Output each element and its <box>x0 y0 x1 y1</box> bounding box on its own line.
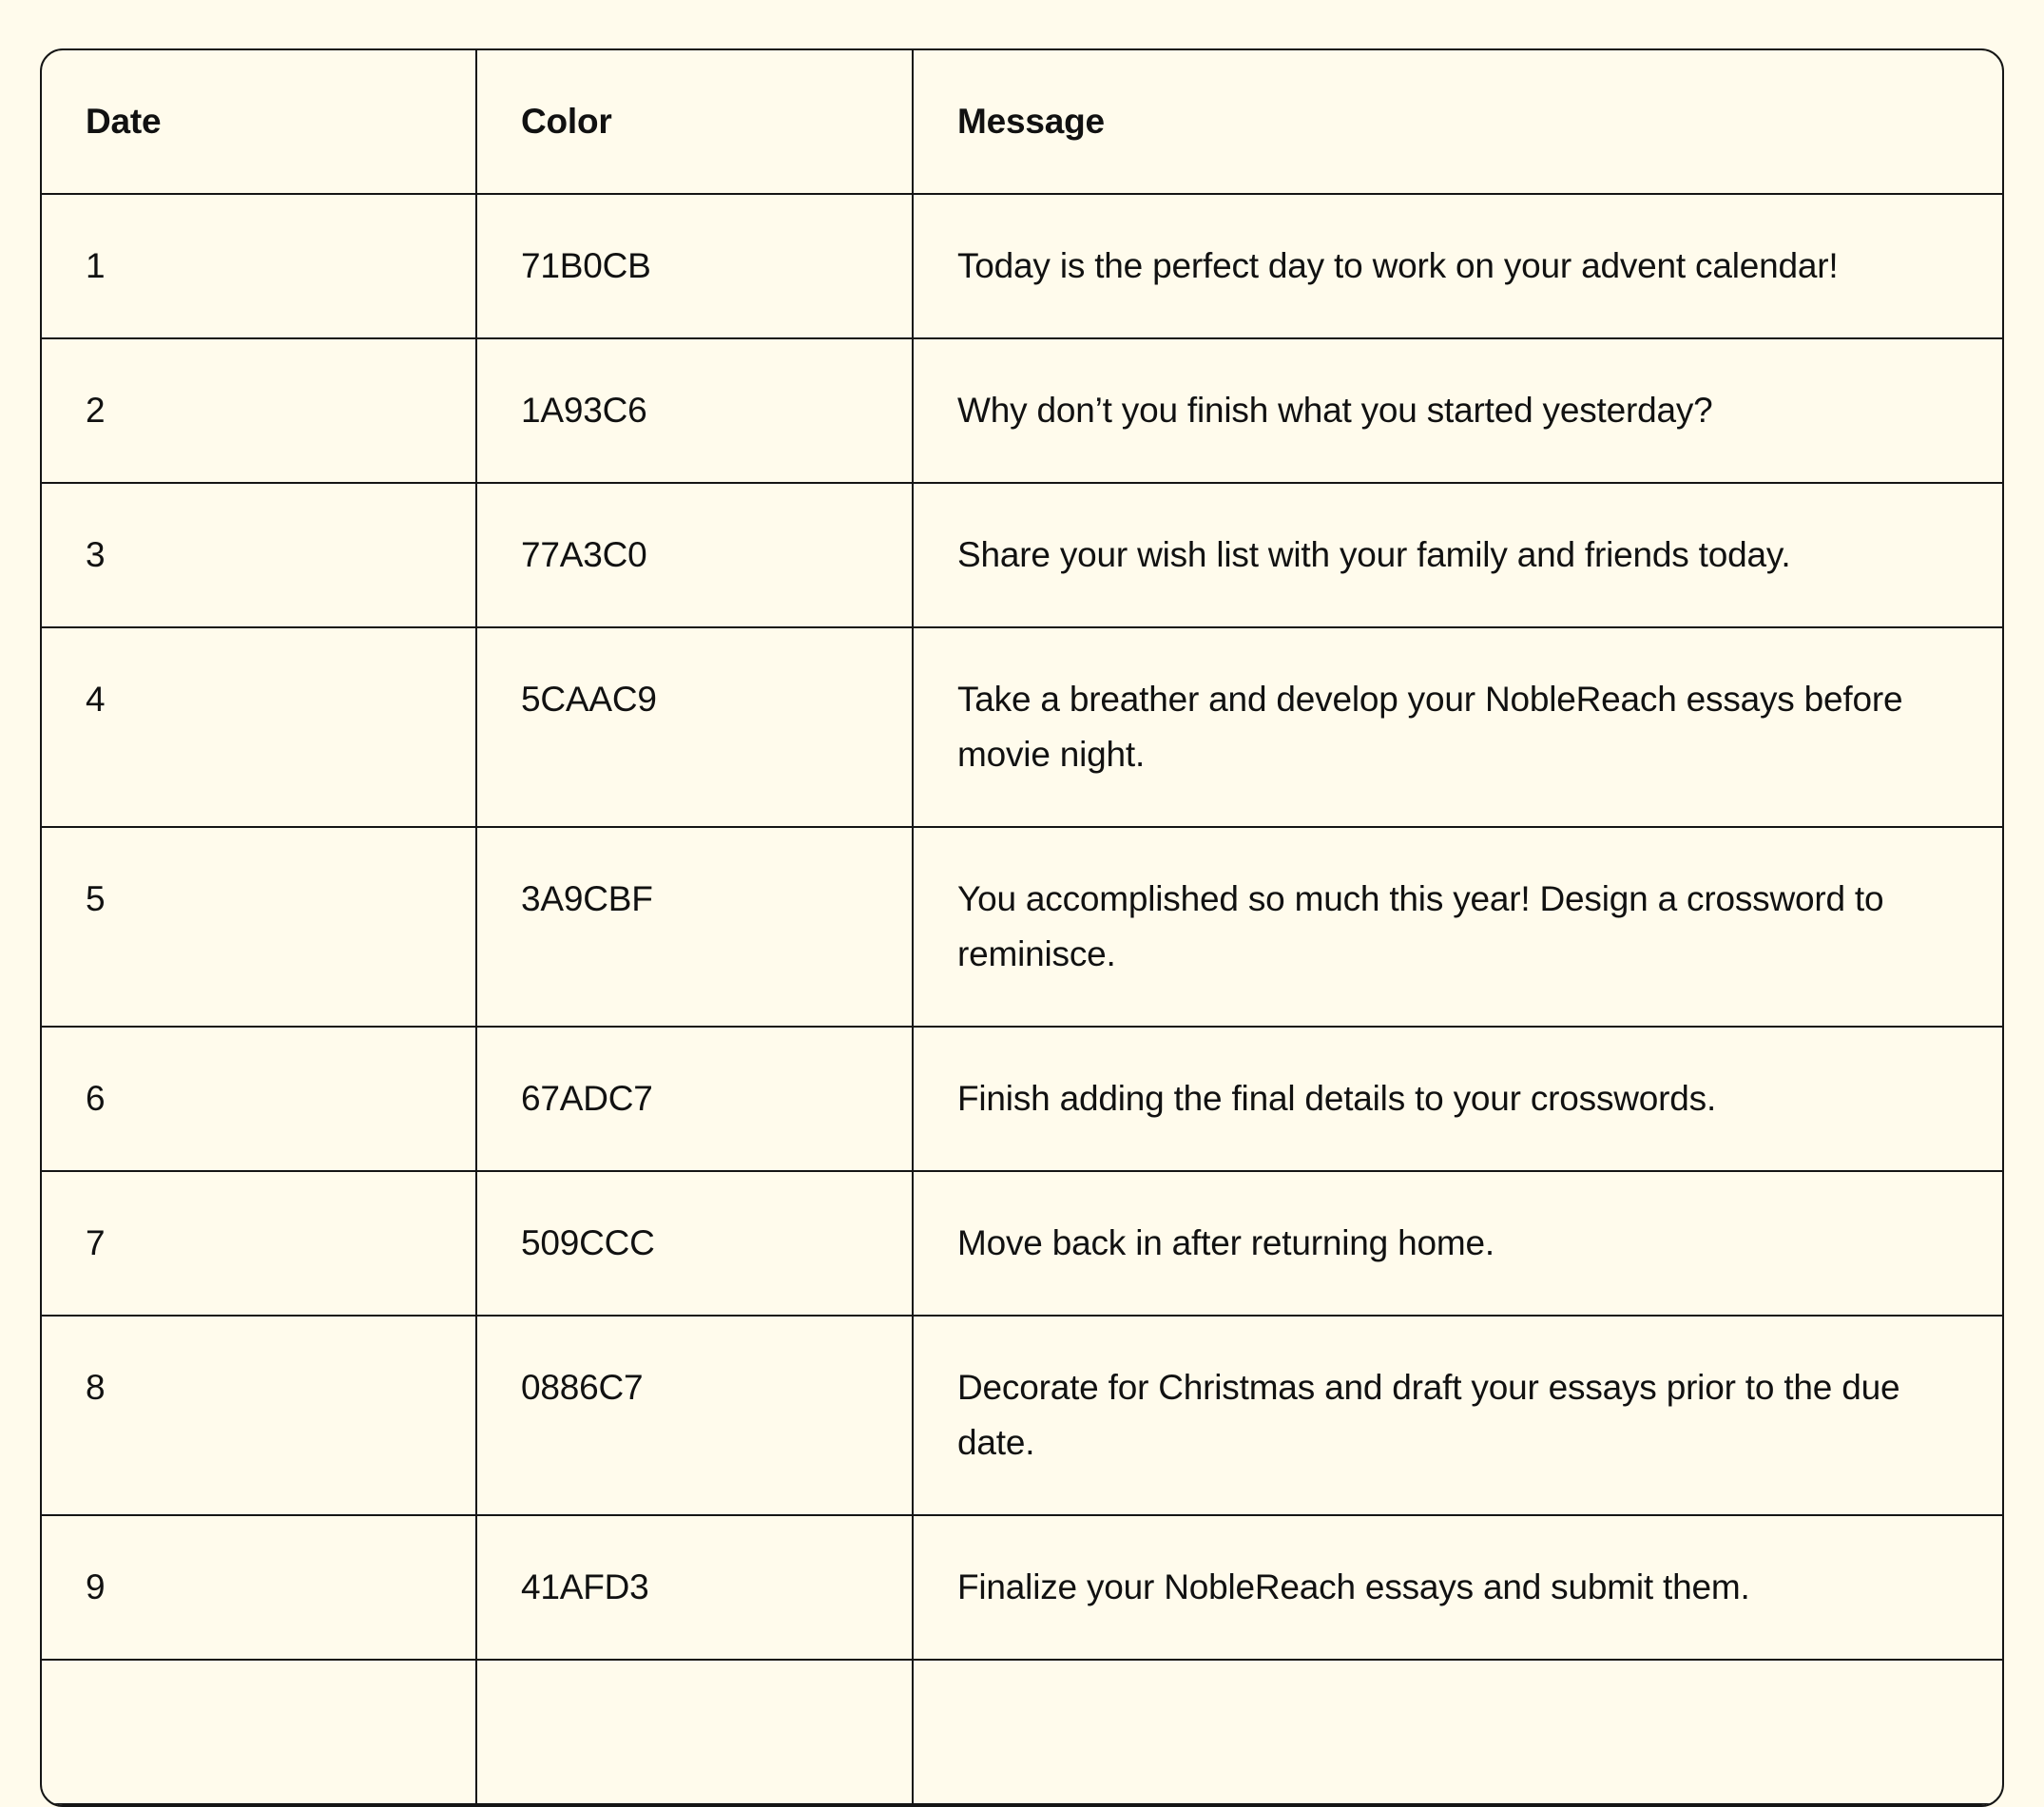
cell-color: 71B0CB <box>476 194 913 338</box>
cell-message: Finish adding the final details to your crosswords. <box>913 1027 2002 1171</box>
cell-color: 3A9CBF <box>476 827 913 1027</box>
table-header-row <box>42 50 2002 194</box>
table-row <box>42 338 2002 483</box>
cell-message: Decorate for Christmas and draft your essays prior to the due date. <box>913 1316 2002 1515</box>
cell-message: Today is the perfect day to work on your advent calendar! <box>913 194 2002 338</box>
cell-date: 6 <box>42 1027 476 1171</box>
cell-color: 5CAAC9 <box>476 627 913 827</box>
table-row <box>42 1027 2002 1171</box>
cell-message: You accomplished so much this year! Design a crossword to reminisce. <box>913 827 2002 1027</box>
cell-color: 0886C7 <box>476 1316 913 1515</box>
cell-date: 9 <box>42 1515 476 1660</box>
cell-date: 7 <box>42 1171 476 1316</box>
cell-message <box>913 1660 2002 1804</box>
table-row <box>42 1316 2002 1515</box>
cell-message: Move back in after returning home. <box>913 1171 2002 1316</box>
cell-date: 2 <box>42 338 476 483</box>
advent-calendar-table <box>40 48 2004 1807</box>
table-row-partial <box>42 1660 2002 1804</box>
table-row <box>42 627 2002 827</box>
cell-color <box>476 1660 913 1804</box>
cell-color: 509CCC <box>476 1171 913 1316</box>
cell-date: 5 <box>42 827 476 1027</box>
cell-date: 1 <box>42 194 476 338</box>
column-header-color: Color <box>476 50 913 194</box>
column-header-date: Date <box>42 50 476 194</box>
cell-date: 8 <box>42 1316 476 1515</box>
table-row <box>42 1171 2002 1316</box>
cell-date <box>42 1660 476 1804</box>
table-row <box>42 194 2002 338</box>
cell-color: 1A93C6 <box>476 338 913 483</box>
table-row <box>42 827 2002 1027</box>
cell-date: 3 <box>42 483 476 627</box>
cell-color: 77A3C0 <box>476 483 913 627</box>
table <box>42 50 2002 1805</box>
cell-message: Take a breather and develop your NobleReach essays before movie night. <box>913 627 2002 827</box>
cell-date: 4 <box>42 627 476 827</box>
cell-message: Share your wish list with your family and friends today. <box>913 483 2002 627</box>
cell-color: 67ADC7 <box>476 1027 913 1171</box>
cell-color: 41AFD3 <box>476 1515 913 1660</box>
cell-message: Why don’t you finish what you started yesterday? <box>913 338 2002 483</box>
column-header-message: Message <box>913 50 2002 194</box>
table-row <box>42 1515 2002 1660</box>
cell-message: Finalize your NobleReach essays and submit them. <box>913 1515 2002 1660</box>
table-row <box>42 483 2002 627</box>
